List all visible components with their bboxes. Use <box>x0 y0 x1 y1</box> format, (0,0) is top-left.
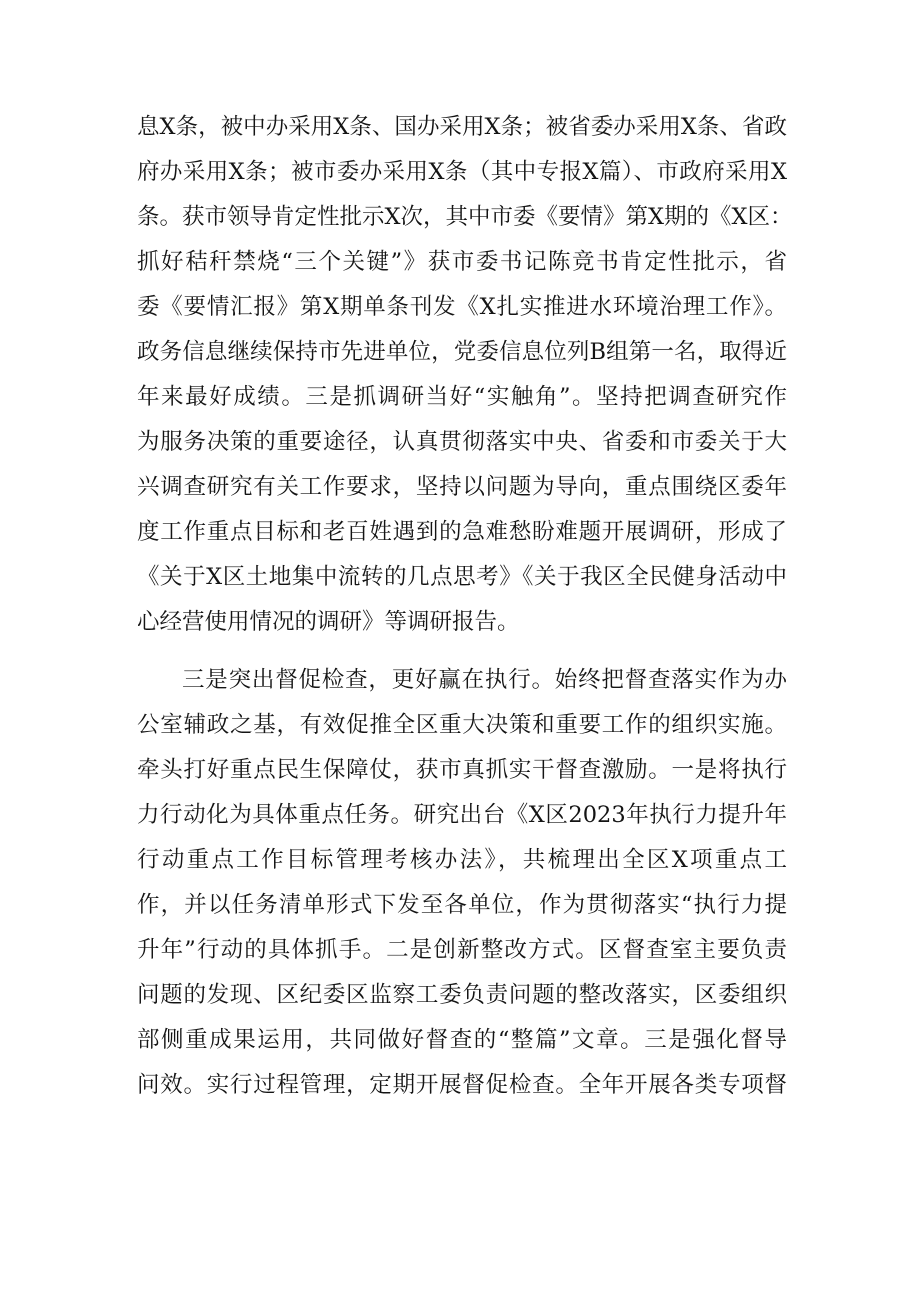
text-line: 部侧重成果运用，共同做好督查的“整篇”文章。三是强化督导 <box>137 1027 787 1053</box>
text-line: 为服务决策的重要途径，认真贯彻落实中央、省委和市委关于大 <box>137 429 787 455</box>
text-line: 问效。实行过程管理，定期开展督促检查。全年开展各类专项督 <box>137 1072 787 1098</box>
text-line: 政务信息继续保持市先进单位，党委信息位列B组第一名，取得近 <box>137 339 787 365</box>
text-line: 行动重点工作目标管理考核办法》，共梳理出全区X项重点工 <box>137 847 787 873</box>
text-line: 作，并以任务清单形式下发至各单位，作为贯彻落实“执行力提 <box>137 892 787 918</box>
text-line: 公室辅政之基，有效促推全区重大决策和重要工作的组织实施。 <box>137 712 787 738</box>
text-line: 《关于X区土地集中流转的几点思考》《关于我区全民健身活动中 <box>137 564 787 590</box>
text-line: 心经营使用情况的调研》等调研报告。 <box>137 609 520 635</box>
text-line: 息X条，被中办采用X条、国办采用X条；被省委办采用X条、省政 <box>137 114 787 140</box>
text-line: 兴调查研究有关工作要求，坚持以问题为导向，重点围绕区委年 <box>137 474 787 500</box>
text-line: 升年”行动的具体抓手。二是创新整改方式。区督查室主要负责 <box>137 937 787 963</box>
text-line: 问题的发现、区纪委区监察工委负责问题的整改落实，区委组织 <box>137 982 787 1008</box>
text-line: 牵头打好重点民生保障仗，获市真抓实干督查激励。一是将执行 <box>137 757 787 783</box>
text-line: 力行动化为具体重点任务。研究出台《X区2023年执行力提升年 <box>137 802 787 828</box>
text-line: 度工作重点目标和老百姓遇到的急难愁盼难题开展调研，形成了 <box>137 519 787 545</box>
text-line: 委《要情汇报》第X期单条刊发《X扎实推进水环境治理工作》。 <box>137 294 787 320</box>
text-line: 条。获市领导肯定性批示X次，其中市委《要情》第X期的《X区： <box>137 204 793 230</box>
text-line: 抓好秸秆禁烧“三个关键”》获市委书记陈竞书肯定性批示，省 <box>137 249 787 275</box>
text-line: 府办采用X条；被市委办采用X条（其中专报X篇）、市政府采用X <box>137 159 787 185</box>
paragraph-first-line: 三是突出督促检查，更好赢在执行。始终把督查落实作为办 <box>182 667 787 693</box>
text-line: 年来最好成绩。三是抓调研当好“实触角”。坚持把调查研究作 <box>137 384 787 410</box>
